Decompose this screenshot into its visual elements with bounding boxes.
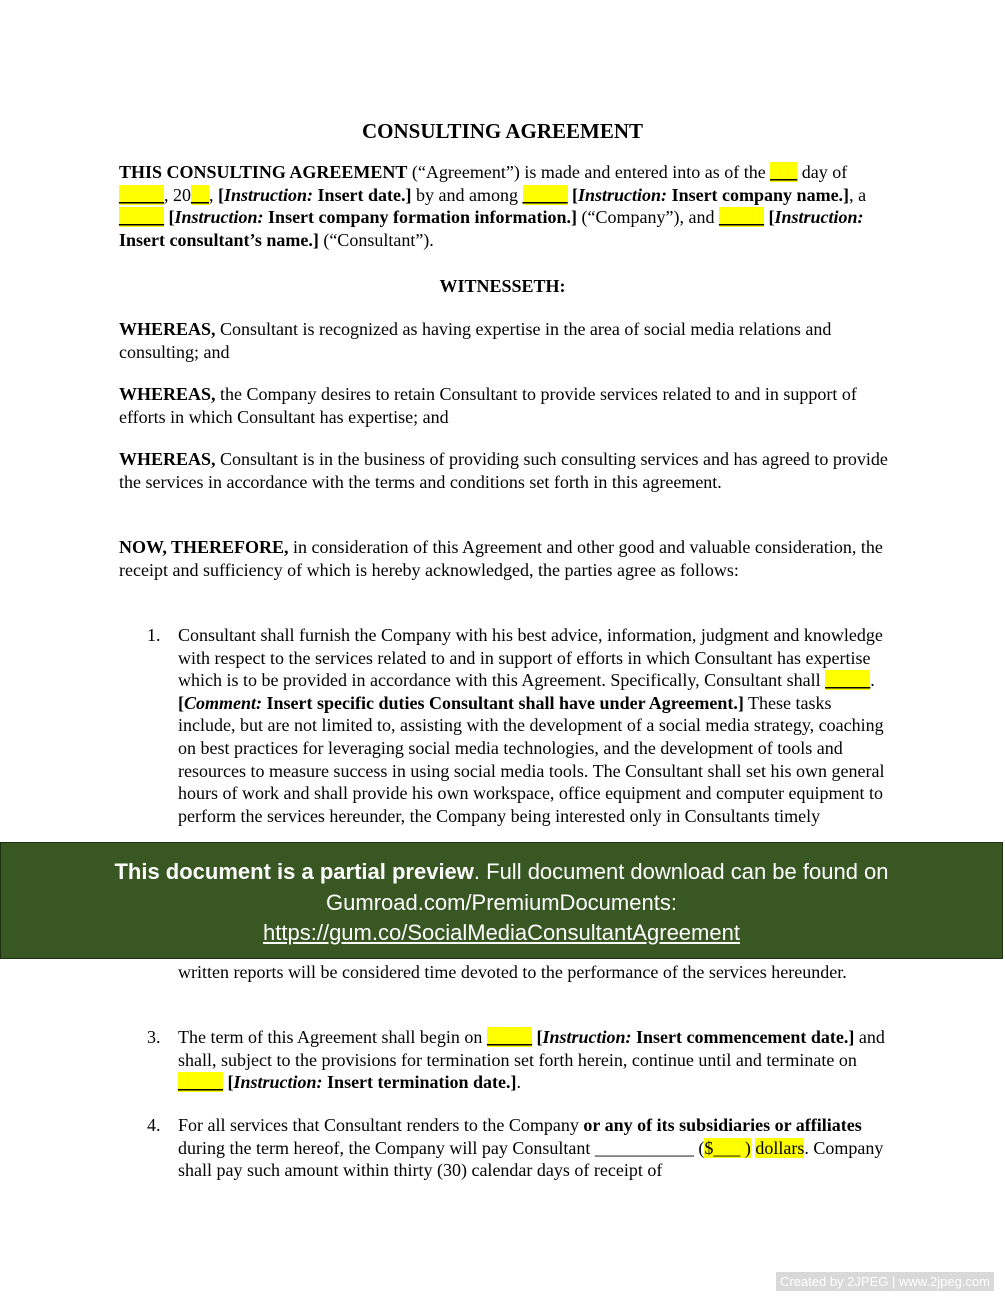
blank-company: _____ [522, 184, 568, 205]
whereas-text: Consultant is recognized as having expertise in the area of social media relations and consulting; and [119, 319, 832, 362]
blank-duties: _____ [825, 670, 871, 691]
blank-start-date: _____ [486, 1027, 532, 1047]
blank-month: _____ [119, 184, 164, 205]
whereas-paragraph-2 [119, 383, 889, 428]
instruction-consultant: [Instruction: Insert consultant’s name.] [119, 207, 864, 250]
item-2-tail-text: written reports will be considered time devoted to the performance of the services hereunder. [178, 962, 847, 982]
instruction-commencement: [Instruction: Insert commencement date.] [536, 1027, 855, 1047]
intro-text: (“Consultant”). [318, 229, 434, 250]
item-number-1: 1. [147, 625, 161, 645]
intro-text: , a [849, 184, 867, 205]
item-3-text: The term of this Agreement shall begin on _____ [Instruction: Insert commencement date.] and shall, subject to the provisions for termination set forth herein, continue until and terminate on _____ [Instruction: Insert termination date.]. [178, 1027, 885, 1093]
banner-text: . Full document download can be found on [473, 859, 889, 884]
instruction-company: [Instruction: Insert company name.] [572, 184, 850, 205]
comment-duties: [Comment: Insert specific duties Consultant shall have under Agreement.] [178, 692, 744, 713]
whereas-lead: WHEREAS, [119, 449, 216, 469]
intro-lead: THIS CONSULTING AGREEMENT [119, 162, 408, 182]
whereas-lead: WHEREAS, [119, 384, 216, 404]
blank-year: __ [191, 184, 209, 205]
whereas-text: the Company desires to retain Consultant to provide services related to and in support of efforts in which Consultant has expertise; and [119, 384, 857, 427]
instruction-termination: [Instruction: Insert termination date.] [227, 1072, 517, 1093]
item-number-4: 4. [147, 1115, 161, 1135]
gumroad-link[interactable]: https://gum.co/SocialMediaConsultantAgreement [263, 920, 740, 945]
intro-text: , 20 [164, 184, 191, 205]
whereas-paragraph-1 [119, 318, 889, 363]
whereas-text: Consultant is in the business of providing such consulting services and has agreed to provide the services in accordance with the terms and conditions set forth in this agreement. [119, 449, 888, 492]
blank-end-date: _____ [178, 1072, 223, 1093]
blank-day: ___ [770, 162, 798, 182]
blank-consultant: _____ [718, 207, 764, 228]
now-therefore-paragraph [119, 536, 889, 581]
intro-text: , [209, 184, 218, 205]
intro-text: (“Company”), and [577, 207, 719, 228]
instruction-date: [Instruction: Insert date.] [218, 184, 412, 205]
whereas-paragraph-3 [119, 448, 889, 493]
item-1-text: Consultant shall furnish the Company with his best advice, information, judgment and knowledge with respect to the services related to and in support of efforts in which Consultant has expertise which is to be provided in accordance with this Agreement. Specifically, Consultant shall _____. [Comment: Insert specific duties Consultant shall have under Agreement.] These tasks include, but are not limited to, assisting with the development of a social media strategy, coaching on best practices for leveraging social media technologies, and the development of tools and resources to measure success in using social media tools. The Consultant shall set his own general hours of work and shall provide his own workspace, office equipment and computer equipment to perform the services hereunder, the Company being interested only in Consultants timely [178, 625, 885, 826]
instruction-formation: [Instruction: Insert company formation information.] [168, 207, 578, 228]
now-therefore-text: in consideration of this Agreement and other good and valuable consideration, the receipt and sufficiency of which is hereby acknowledged, the parties agree as follows: [119, 537, 883, 580]
subsidiaries-phrase: or any of its subsidiaries or affiliates [583, 1115, 862, 1135]
item-4-text: For all services that Consultant renders to the Company or any of its subsidiaries or affiliates during the term hereof, the Company will pay Consultant ___________ ($___ ) dollars. Company shall pay such amount within thirty (30) calendar days of receipt of [178, 1115, 884, 1181]
document-title: CONSULTING AGREEMENT [361, 119, 644, 143]
intro-text: day of [797, 162, 848, 182]
blank-amount: $___ ) [704, 1137, 751, 1158]
item-number-3: 3. [147, 1027, 161, 1047]
intro-text: (“Agreement”) is made and entered into as of the [407, 162, 771, 182]
witnesseth-heading: WITNESSETH: [439, 276, 566, 296]
banner-line-2: Gumroad.com/PremiumDocuments: [326, 889, 677, 915]
banner-line-1 [1, 857, 1002, 888]
blank-formation: _____ [119, 207, 164, 228]
watermark: Created by 2JPEG | www.2jpeg.com [776, 1272, 994, 1291]
whereas-lead: WHEREAS, [119, 319, 216, 339]
preview-banner [0, 842, 1003, 959]
intro-paragraph [119, 161, 889, 251]
now-therefore-lead: NOW, THEREFORE, [119, 537, 289, 557]
dollars-word: dollars [755, 1137, 805, 1158]
banner-bold-text: This document is a partial preview [114, 859, 474, 884]
intro-text: by and among [411, 184, 523, 205]
